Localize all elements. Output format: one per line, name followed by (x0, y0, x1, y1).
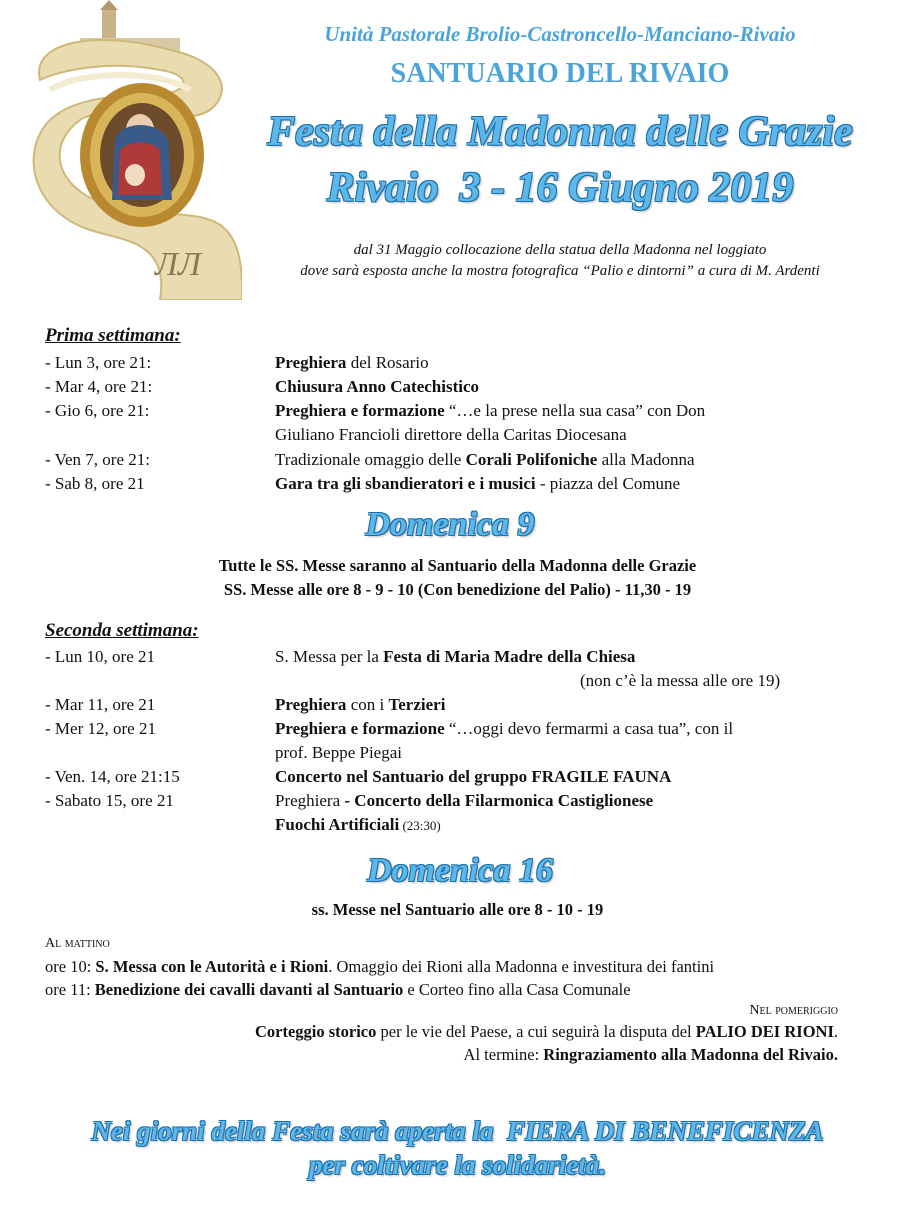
santuario-title: SANTUARIO DEL RIVAIO (390, 58, 730, 89)
domenica-16-heading: Domenica 16 (366, 852, 554, 889)
domenica-9-line-2: SS. Messe alle ore 8 - 9 - 10 (Con benedizione del Palio) - 11,30 - 19 (223, 580, 692, 599)
prima-settimana-heading: Prima settimana: (45, 325, 181, 346)
row-description: Preghiera con i Terzieri (275, 695, 446, 714)
svg-text:ЛЛ: ЛЛ (155, 246, 202, 283)
mattino-line-2: ore 11: Benedizione dei cavalli davanti al Santuario e Corteo fino alla Casa Comunale (45, 980, 631, 999)
row-description: Preghiera e formazione “…e la prese nella sua casa” con Don Giuliano Francioli direttore della Caritas Diocesana (275, 401, 706, 444)
domenica-9-heading: Domenica 9 (365, 506, 535, 543)
row-description: Tradizionale omaggio delle Corali Polifoniche alla Madonna (275, 450, 695, 469)
festa-title: Festa della Madonna delle Grazie (267, 109, 853, 155)
row-date: - Lun 10, ore 21 (45, 647, 156, 666)
domenica-16-line: ss. Messe nel Santuario alle ore 8 - 10 - 19 (311, 900, 604, 919)
al-mattino-label: Al mattino (45, 936, 110, 951)
row-description: S. Messa per la Festa di Maria Madre della Chiesa (275, 647, 636, 666)
row-date: - Ven. 14, ore 21:15 (45, 767, 180, 786)
row-description: Preghiera del Rosario (275, 353, 429, 372)
intro-line-1: dal 31 Maggio collocazione della statua della Madonna nel loggiato (353, 242, 767, 258)
prima-row-3 (45, 399, 865, 447)
unita-pastorale-line: Unità Pastorale Brolio-Castroncello-Manciano-Rivaio (324, 22, 796, 46)
pomeriggio-line-1: Corteggio storico per le vie del Paese, a cui seguirà la disputa del PALIO DEI RIONI. (254, 1022, 838, 1041)
row-description: Gara tra gli sbandieratori e i musici - piazza del Comune (275, 474, 681, 493)
row-date: - Gio 6, ore 21: (45, 401, 150, 420)
row-description: Preghiera - Concerto della Filarmonica Castiglionese Fuochi Artificiali (23:30) (275, 791, 654, 834)
seconda-row-5 (45, 789, 865, 837)
row-date: - Sabato 15, ore 21 (45, 791, 174, 810)
row-description: Chiusura Anno Catechistico (275, 377, 480, 396)
row-description: Concerto nel Santuario del gruppo FRAGILE FAUNA (275, 767, 672, 786)
domenica-9-line-1: Tutte le SS. Messe saranno al Santuario della Madonna delle Grazie (218, 556, 697, 575)
row-date: - Mer 12, ore 21 (45, 719, 156, 738)
mattino-line-1: ore 10: S. Messa con le Autorità e i Rioni. Omaggio dei Rioni alla Madonna e investitura dei fantini (45, 957, 715, 976)
row-date: - Mar 4, ore 21: (45, 377, 153, 396)
footer-line-2: per coltivare la solidarietà. (309, 1150, 606, 1180)
nel-pomeriggio-label: Nel pomeriggio (749, 1003, 838, 1018)
row-date: - Sab 8, ore 21 (45, 474, 145, 493)
footer-line-1: Nei giorni della Festa sarà aperta la FIERA DI BENEFICENZA (91, 1116, 824, 1146)
pomeriggio-line-2: Al termine: Ringraziamento alla Madonna del Rivaio. (463, 1045, 838, 1064)
seconda-row-3 (45, 717, 865, 765)
row-description: Preghiera e formazione “…oggi devo fermarmi a casa tua”, con il prof. Beppe Piegai (275, 719, 734, 762)
row-date: - Ven 7, ore 21: (45, 450, 150, 469)
row-date: - Mar 11, ore 21 (45, 695, 156, 714)
row-date: - Lun 3, ore 21: (45, 353, 152, 372)
seconda-row-1 (45, 645, 865, 693)
intro-line-2: dove sarà esposta anche la mostra fotografica “Palio e dintorni” a cura di M. Ardenti (300, 263, 820, 279)
madonna-logo-image (20, 0, 242, 300)
row-note: (non c’è la messa alle ore 19) (580, 671, 781, 690)
festa-dates: Rivaio 3 - 16 Giugno 2019 (326, 165, 794, 211)
seconda-settimana-heading: Seconda settimana: (45, 620, 199, 641)
